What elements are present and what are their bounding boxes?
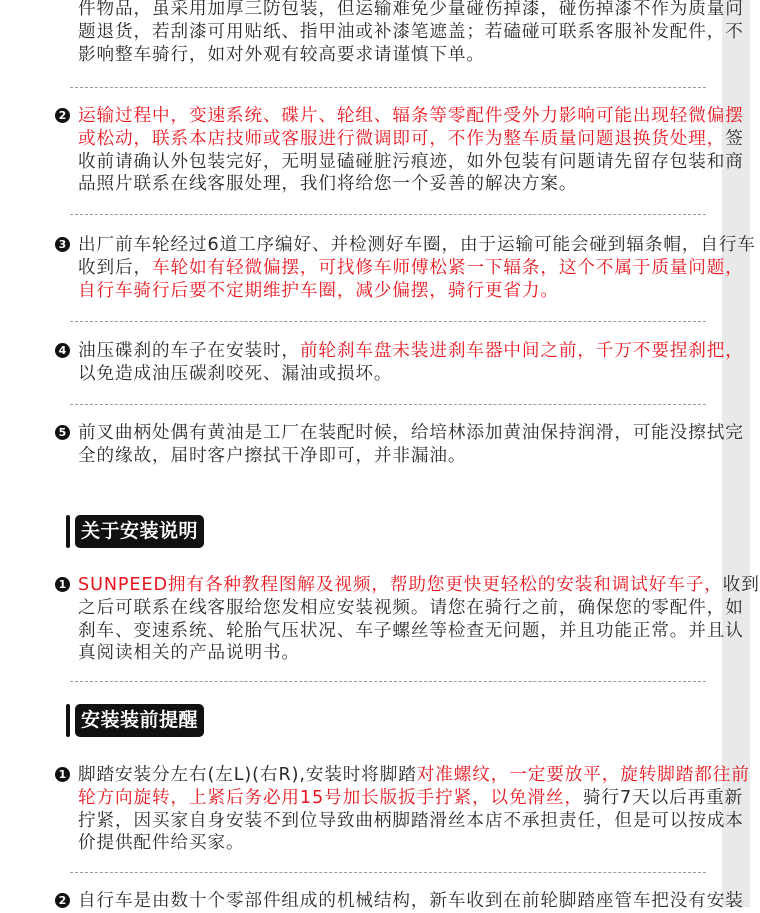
text-line: [78, 787, 744, 810]
body-text: 油压碟刹的车子在安装时，: [78, 341, 300, 361]
highlighted-text: 对准螺纹，一定要放平，旋转脚踏都往前: [416, 765, 750, 785]
highlighted-text: SUNPEED拥有各种教程图解及视频，帮助您更快更轻松的安装和调试好车子，: [78, 575, 723, 595]
dashed-divider: [70, 681, 706, 682]
dashed-divider: [70, 87, 706, 88]
text-line: [78, 620, 744, 643]
note-item: [55, 340, 744, 386]
text-line: [78, 574, 760, 597]
number-circle-icon: 2: [55, 108, 70, 123]
section-heading-label: 安装装前提醒: [75, 704, 204, 737]
body-text: 收到: [722, 575, 760, 595]
text-line: [78, 173, 715, 196]
text-line: [78, 21, 744, 44]
body-text: 收前请确认外包装完好，无明显磕碰脏污痕迹，如外包装有问题请先留存包装和商: [78, 151, 744, 172]
highlighted-text: 轮方向旋转，上紧后务必用15号加长版扳手拧紧，以免滑丝，: [78, 787, 584, 808]
text-line: [78, 340, 744, 363]
body-text: 刹车、变速系统、轮胎气压状况、车子螺丝等检查无问题，并且功能正常。并且认: [78, 620, 744, 641]
body-text: 品照片联系在线客服处理，我们将给您一个妥善的解决方案。: [78, 174, 578, 195]
note-item: [55, 574, 760, 665]
text-line: [78, 422, 744, 445]
text-line: [78, 890, 744, 913]
body-text: 前叉曲柄处偶有黄油是工厂在装配时候，给培林添加黄油保持润滑，可能没擦拭完: [78, 423, 744, 443]
text-line: [78, 764, 750, 787]
body-text: 出厂前车轮经过6道工序编好、并检测好车圈，由于运输可能会碰到辐条帽，自行车: [78, 235, 756, 255]
note-item: [55, 890, 744, 913]
note-item: [55, 764, 750, 855]
body-text: 自行车是由数十个零部件组成的机械结构，新车收到在前轮脚踏座管车把没有安装: [78, 891, 744, 911]
text-line: [78, 257, 744, 280]
text-line: [78, 128, 744, 151]
dashed-divider: [70, 214, 706, 215]
body-text: 价提供配件给买家。: [78, 833, 245, 854]
dashed-divider: [70, 872, 706, 873]
highlighted-text: 运输过程中，变速系统、碟片、轮组、辐条等零配件受外力影响可能出现轻微偏摆: [78, 106, 744, 126]
text-line: [78, 105, 744, 128]
text-line: [78, 597, 744, 620]
number-circle-icon: 5: [55, 425, 70, 440]
note-item: [55, 0, 744, 66]
number-circle-icon: 4: [55, 343, 70, 358]
note-item: [55, 234, 756, 302]
number-circle-icon: 3: [55, 237, 70, 252]
section-heading-label: 关于安装说明: [75, 515, 204, 548]
dashed-divider: [70, 321, 706, 322]
body-text: 题退货，若刮漆可用贴纸、指甲油或补漆笔遮盖；若磕碰可联系客服补发配件，不: [78, 21, 744, 42]
heading-accent-bar: [66, 704, 70, 737]
body-text: 真阅读相关的产品说明书。: [78, 643, 300, 664]
body-text: 脚踏安装分左右(左L)(右R),安装时将脚踏: [78, 765, 417, 785]
number-circle-icon: 2: [55, 893, 70, 908]
text-line: [78, 44, 715, 67]
body-text: 收到后，: [78, 257, 152, 278]
note-item: [55, 105, 744, 196]
number-circle-icon: 1: [55, 577, 70, 592]
highlighted-text: 前轮刹车盘未装进刹车器中间之前，千万不要捏刹把，: [299, 341, 744, 361]
body-text: 全的缘故，届时客户擦拭干净即可，并非漏油。: [78, 445, 467, 466]
text-line: [78, 151, 744, 174]
text-line: [78, 363, 715, 386]
highlighted-text: 自行车骑行后要不定期维护车圈，减少偏摆，骑行更省力。: [78, 280, 559, 301]
text-line: [78, 832, 715, 855]
note-item: [55, 422, 744, 468]
highlighted-text: 车轮如有轻微偏摆，可找修车师傅松紧一下辐条，这个不属于质量问题，: [151, 257, 744, 278]
number-circle-icon: 1: [55, 767, 70, 782]
body-text: 之后可联系在线客服给您发相应安装视频。请您在骑行之前，确保您的零配件，如: [78, 597, 744, 618]
body-text: 件物品，虽采用加厚三防包装，但运输难免少量碰伤掉漆，碰伤掉漆不作为质量问: [78, 0, 744, 19]
text-line: [78, 0, 744, 21]
text-line: [78, 280, 715, 303]
text-line: [78, 234, 756, 257]
body-text: 签: [725, 128, 744, 149]
body-text: 拧紧，因买家自身安装不到位导致曲柄脚踏滑丝本店不承担责任，但是可以按成本: [78, 810, 744, 831]
heading-accent-bar: [66, 515, 70, 548]
text-line: [78, 642, 715, 665]
body-text: 影响整车骑行，如对外观有较高要求请谨慎下单。: [78, 44, 485, 65]
highlighted-text: 或松动，联系本店技师或客服进行微调即可，不作为整车质量问题退换货处理，: [78, 128, 726, 149]
dashed-divider: [70, 404, 706, 405]
body-text: 以免造成油压碳刹咬死、漏油或损坏。: [78, 363, 393, 384]
body-text: 骑行7天以后再重新: [583, 787, 744, 808]
text-line: [78, 445, 715, 468]
text-line: [78, 810, 744, 833]
